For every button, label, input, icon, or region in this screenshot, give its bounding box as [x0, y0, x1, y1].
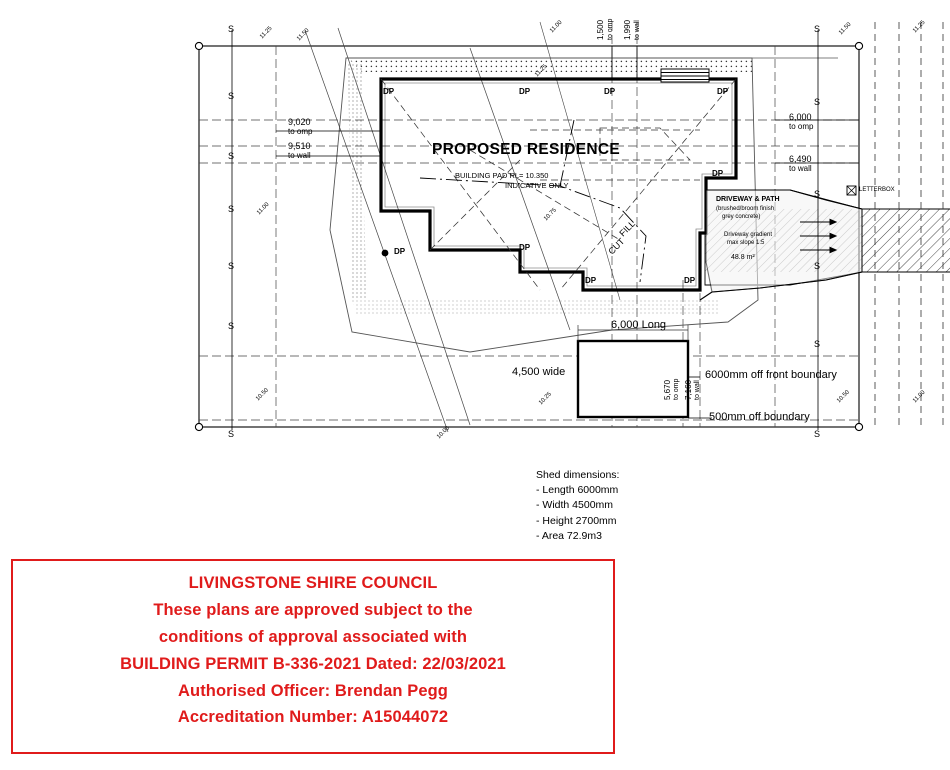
dp-label: DP — [394, 247, 406, 256]
fill-label: FILL — [617, 218, 638, 239]
dim-9510-note: to wall — [288, 151, 311, 160]
side-boundary-note: 500mm off boundary — [709, 411, 810, 423]
dp-label: DP — [684, 276, 696, 285]
shed-notes-line: - Area 72.9m3 — [536, 529, 602, 542]
survey-level-mark: 11.50 — [838, 21, 853, 37]
dim-6000-note: to omp — [789, 122, 814, 131]
stamp-line-approved: These plans are approved subject to the — [153, 600, 473, 619]
boundary-tick-s: S — [228, 429, 235, 439]
front-boundary-note: 6000mm off front boundary — [705, 369, 837, 381]
shed-notes-line: - Length 6000mm — [536, 484, 619, 497]
boundary-tick-s: S — [228, 24, 235, 34]
letterbox-label: LETTERBOX — [859, 187, 895, 193]
boundary-tick-s: S — [814, 97, 821, 107]
boundary-tick-s: S — [814, 24, 821, 34]
survey-level-mark: 10.25 — [538, 391, 553, 407]
shed-notes-heading: Shed dimensions: — [536, 469, 620, 481]
boundary-tick-s: S — [228, 261, 235, 271]
dim-9510-value: 9,510 — [288, 141, 311, 151]
dim-9020-value: 9,020 — [288, 117, 311, 127]
dim-1500-value: 1,500 — [596, 19, 605, 40]
letterbox-symbol — [847, 186, 856, 195]
stamp-line-council: LIVINGSTONE SHIRE COUNCIL — [188, 574, 438, 592]
stamp-line-conditions: conditions of approval associated with — [158, 627, 468, 646]
shed-notes-line: - Height 2700mm — [536, 514, 617, 527]
dim-9020-note: to omp — [288, 127, 313, 136]
cut-label: CUT — [606, 236, 627, 257]
boundary-tick-s: S — [228, 91, 235, 101]
survey-level-mark: 11.00 — [549, 19, 564, 35]
survey-level-mark: 11.50 — [296, 27, 311, 43]
boundary-tick-s: S — [228, 321, 235, 331]
dp-label: DP — [604, 87, 616, 96]
boundary-tick-s: S — [814, 189, 821, 199]
indicative-only-note: INDICATIVE ONLY — [505, 181, 569, 190]
driveway-heading: DRIVEWAY & PATH — [716, 196, 780, 203]
dp-label: DP — [383, 87, 395, 96]
dim-1500-note: to omp — [607, 18, 614, 40]
dp-label: DP — [717, 87, 729, 96]
dim-1990-note: to wall — [634, 20, 641, 40]
stamp-line-accreditation: Accreditation Number: A15044072 — [177, 708, 449, 727]
building-pad-note: BUILDING PAD RL= 10.350 — [455, 171, 549, 180]
driveway-area: 48.8 m² — [731, 254, 755, 261]
dim-7160-value: 7,160 — [684, 379, 693, 400]
proposed-residence-label: PROPOSED RESIDENCE — [432, 141, 620, 158]
stamp-line-permit: BUILDING PERMIT B-336-2021 Dated: 22/03/2021 — [120, 654, 506, 673]
council-approval-stamp — [11, 559, 615, 754]
road-hatch-strip — [862, 19, 950, 430]
dim-6490-value: 6,490 — [789, 154, 812, 164]
survey-level-mark: 11.25 — [534, 63, 549, 79]
boundary-tick-s: S — [814, 429, 821, 439]
dim-7160-note: to wall — [694, 380, 701, 400]
boundary-tick-s: S — [814, 339, 821, 349]
boundary-tick-s: S — [228, 204, 235, 214]
dp-label: DP — [519, 243, 531, 252]
survey-level-mark: 10.75 — [543, 207, 558, 223]
stamp-line-officer: Authorised Officer: Brendan Pegg — [178, 681, 448, 700]
shed-width-label: 4,500 wide — [512, 366, 566, 378]
driveway-finish-line2: grey concrete) — [722, 214, 761, 220]
survey-level-mark: 10.00 — [436, 425, 451, 441]
boundary-tick-s: S — [228, 151, 235, 161]
garage-door-symbol — [661, 69, 709, 82]
dp-label: DP — [519, 87, 531, 96]
dim-5670-value: 5,670 — [663, 379, 672, 400]
survey-level-mark: 10.50 — [836, 389, 851, 405]
dim-6490-note: to wall — [789, 164, 812, 173]
shed-length-label: 6,000 Long — [611, 319, 667, 331]
boundary-tick-s: S — [814, 261, 821, 271]
dp-label: DP — [712, 169, 724, 178]
dim-5670-note: to omp — [673, 378, 680, 400]
dim-1990-value: 1,990 — [623, 19, 632, 40]
driveway-finish-line1: (brushed/broom finish — [716, 206, 775, 212]
shed-dimensions-note — [536, 468, 619, 544]
driveway-gradient-line2: max slope 1:5 — [727, 240, 765, 246]
survey-level-mark: 11.00 — [256, 201, 271, 217]
dp-label: DP — [585, 276, 597, 285]
survey-level-mark: 10.50 — [255, 387, 270, 403]
shed-notes-line: - Width 4500mm — [536, 499, 614, 512]
driveway-gradient-line1: Driveway gradient — [724, 232, 773, 238]
survey-level-mark: 11.25 — [912, 19, 927, 35]
survey-level-mark: 11.25 — [259, 25, 274, 41]
dim-6000-value: 6,000 — [789, 112, 812, 122]
survey-level-mark: 11.00 — [912, 389, 927, 405]
dp-markers — [382, 250, 389, 257]
